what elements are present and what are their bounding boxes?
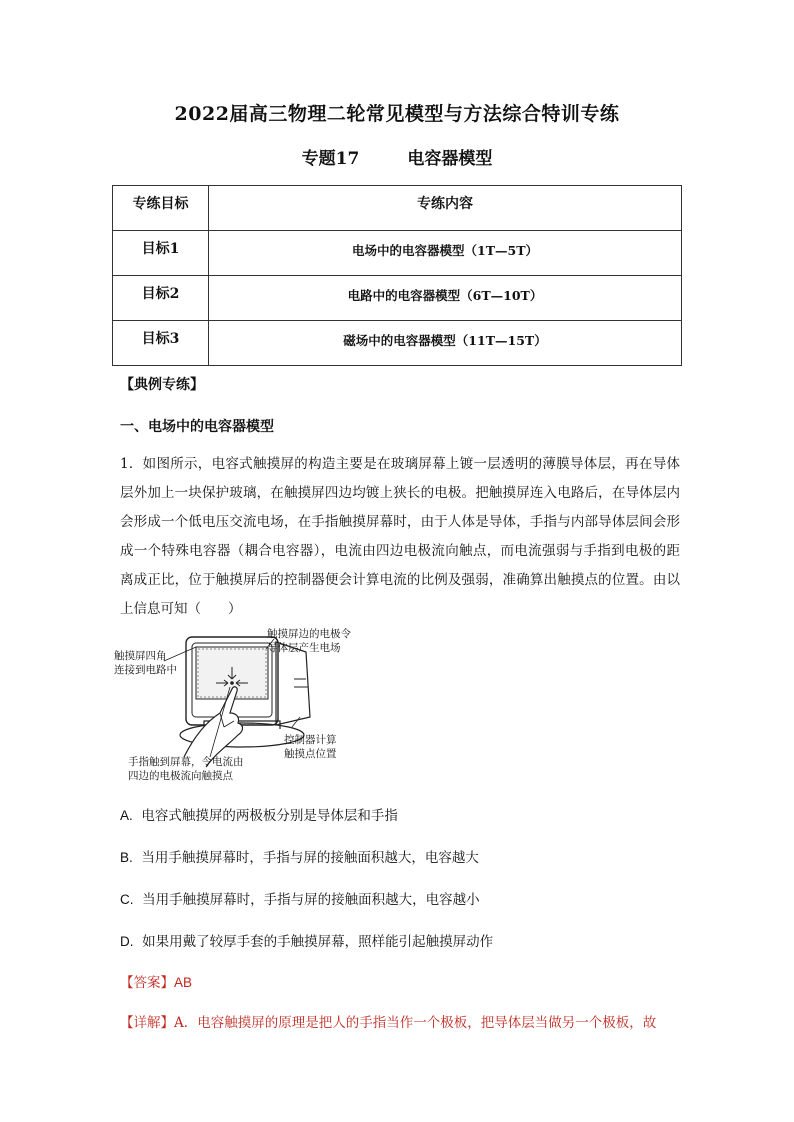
section-label: 【典例专练】: [120, 377, 204, 393]
content-cell: 磁场中的电容器模型（11T—15T）: [209, 321, 682, 366]
answer-label: 【答案】: [120, 975, 174, 991]
explanation-text: A．电容触摸屏的原理是把人的手指当作一个极板，把导体层当做另一个极板，故: [174, 1015, 657, 1031]
label-corners: 触摸屏四角 连接到电路中: [114, 650, 177, 676]
touchscreen-figure: [114, 617, 384, 782]
option-a: A. 电容式触摸屏的两极板分别是导体层和手指: [120, 808, 398, 824]
goal-cell: 目标3: [113, 321, 209, 366]
label-finger: 手指触到屏幕，令电流由 四边的电极流向触摸点: [128, 756, 244, 782]
section-heading: 一、电场中的电容器模型: [120, 419, 274, 435]
topic-number: 专题17: [301, 149, 360, 169]
option-d: D. 如果用戴了较厚手套的手触摸屏幕，照样能引起触摸屏动作: [120, 934, 494, 950]
table-row: [113, 276, 682, 321]
topic-name: 电容器模型: [407, 149, 493, 169]
answer: [120, 971, 192, 991]
table-row: [113, 321, 682, 366]
option-c: C. 当用手触摸屏幕时，手指与屏的接触面积越大，电容越小: [120, 892, 480, 908]
question-text: 1．如图所示，电容式触摸屏的构造主要是在玻璃屏幕上镀一层透明的薄膜导体层，再在导体层外加上一块保护玻璃，在触摸屏四边均镀上狭长的电极。把触摸屏连入电路后，在导体层内会形成一个低电压交流电场，在手指触摸屏幕时，由于人体是导体，手指与内部导体层间会形成一个特殊电容器（耦合电容器），电流由四边电极流向触点，而电流强弱与手指到电极的距离成正比，位于触摸屏后的控制器便会计算电流的比例及强弱，准确算出触摸点的位置。由以上信息可知（ ）: [120, 456, 680, 617]
goals-table: [112, 185, 682, 366]
header-goal: 专练目标: [113, 186, 209, 231]
explanation: [120, 1011, 680, 1031]
goal-cell: 目标2: [113, 276, 209, 321]
label-controller: 控制器计算 触摸点位置: [284, 734, 337, 760]
content-cell: 电场中的电容器模型（1T—5T）: [209, 231, 682, 276]
explanation-label: 【详解】: [120, 1015, 174, 1031]
goals-table-header: [113, 186, 682, 231]
header-content: 专练内容: [209, 186, 682, 231]
option-b: B. 当用手触摸屏幕时，手指与屏的接触面积越大，电容越大: [120, 850, 479, 866]
goal-cell: 目标1: [113, 231, 209, 276]
label-edges: 触摸屏边的电极令 导体层产生电场: [267, 628, 351, 654]
table-row: [113, 231, 682, 276]
page-title: 2022届高三物理二轮常见模型与方法综合特训专练: [174, 103, 620, 125]
answer-value: AB: [174, 975, 193, 990]
content-cell: 电路中的电容器模型（6T—10T）: [209, 276, 682, 321]
topic-title: [0, 144, 794, 169]
